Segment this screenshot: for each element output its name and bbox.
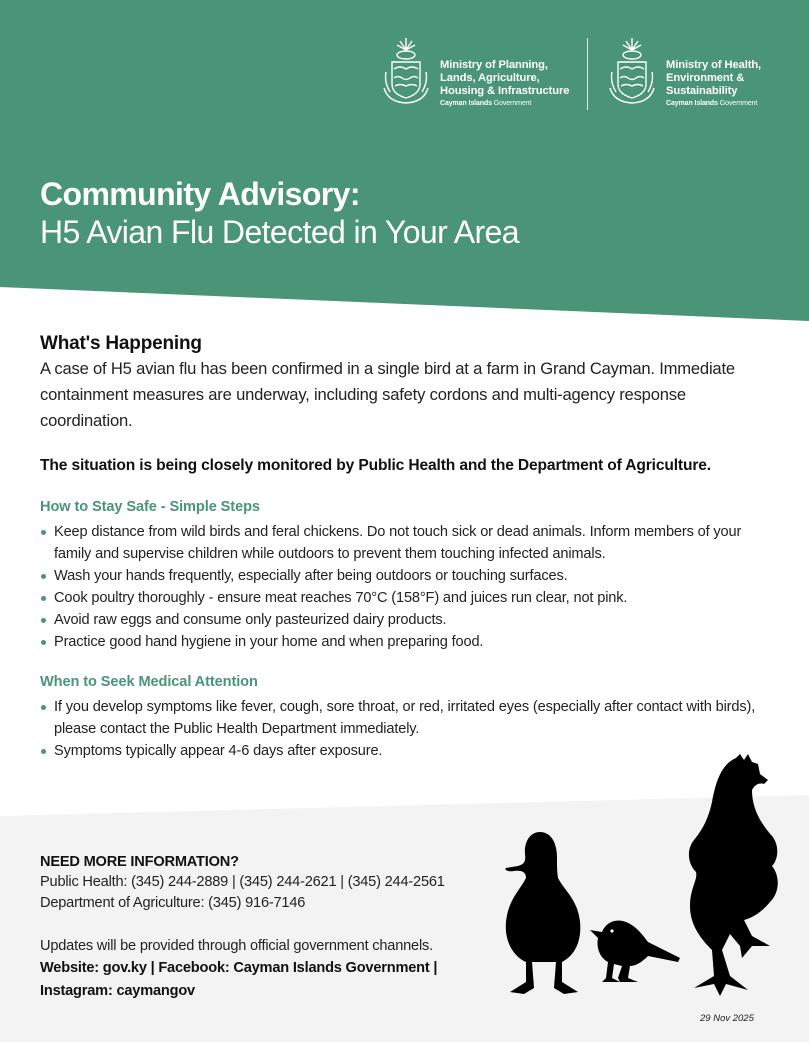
list-item-text: Cook poultry thoroughly - ensure meat reaches 70°C (158°F) and juices run clear, not pink.: [54, 590, 628, 606]
birds-illustration: [490, 750, 809, 1010]
contact-info: [40, 852, 490, 1003]
small-bird-silhouette-icon: [590, 920, 680, 982]
list-item-text: Practice good hand hygiene in your home and when preparing food.: [54, 634, 484, 650]
bullet-icon: [41, 574, 46, 579]
channels-line-1: Website: gov.ky | Facebook: Cayman Islands Government |: [40, 960, 438, 976]
ministry-planning-name: [440, 36, 569, 109]
chicken-silhouette-icon: [689, 754, 778, 996]
list-item: [40, 565, 770, 587]
bullet-icon: [41, 618, 46, 623]
bullet-icon: [41, 530, 46, 535]
list-item: [40, 587, 770, 609]
list-item: [40, 696, 770, 740]
list-item: [40, 521, 770, 565]
ministry-health-logo: [606, 36, 761, 109]
gov-regular: Government: [717, 100, 758, 107]
advisory-content: [40, 332, 770, 762]
list-item: [40, 609, 770, 631]
cayman-coat-of-arms-icon: [606, 36, 658, 106]
updates-note: Updates will be provided through official government channels.: [40, 938, 433, 954]
channels-line-2: Instagram: caymangov: [40, 983, 195, 999]
duck-silhouette-icon: [505, 832, 580, 994]
gov-bold: Cayman Islands: [666, 100, 718, 107]
page-subtitle: H5 Avian Flu Detected in Your Area: [40, 214, 519, 250]
ministry-line: Ministry of Health,: [666, 59, 762, 71]
whats-happening-heading: What's Happening: [40, 333, 202, 354]
gov-regular: Government: [491, 100, 532, 107]
list-item: [40, 631, 770, 653]
monitoring-statement: The situation is being closely monitored by Public Health and the Department of Agriculture.: [40, 457, 711, 474]
medical-attention-heading: When to Seek Medical Attention: [40, 674, 258, 690]
list-item-text: Keep distance from wild birds and feral chickens. Do not touch sick or dead animals. Inform members of your family and supervise children while outdoors to prevent them touching infected animals.: [54, 524, 742, 562]
page-title: Community Advisory:: [40, 176, 360, 212]
ministry-line: Ministry of Planning,: [440, 59, 548, 71]
list-item-text: Symptoms typically appear 4-6 days after exposure.: [54, 743, 383, 759]
cayman-coat-of-arms-icon: [380, 36, 432, 106]
logo-divider: [587, 38, 588, 110]
agriculture-phone: Department of Agriculture: (345) 916-7146: [40, 895, 306, 911]
publish-date: 29 Nov 2025: [700, 1013, 754, 1024]
bullet-icon: [41, 749, 46, 754]
bullet-icon: [41, 596, 46, 601]
gov-bold: Cayman Islands: [440, 100, 492, 107]
list-item-text: Wash your hands frequently, especially after being outdoors or touching surfaces.: [54, 568, 568, 584]
public-health-phones: Public Health: (345) 244-2889 | (345) 244-2621 | (345) 244-2561: [40, 874, 445, 890]
ministry-line: Sustainability: [666, 85, 738, 97]
ministry-health-name: [666, 36, 761, 109]
whats-happening-body: A case of H5 avian flu has been confirmed in a single bird at a farm in Grand Cayman. Immediate containment measures are underway, including safety cordons and multi-agency response coordination.: [40, 359, 735, 430]
ministry-planning-logo: [380, 36, 569, 109]
list-item-text: If you develop symptoms like fever, cough, sore throat, or red, irritated eyes (especially after contact with birds), please contact the Public Health Department immediately.: [54, 699, 756, 737]
bullet-icon: [41, 640, 46, 645]
government-label: [666, 99, 761, 109]
ministry-line: Lands, Agriculture,: [440, 72, 540, 84]
list-item-text: Avoid raw eggs and consume only pasteurized dairy products.: [54, 612, 447, 628]
stay-safe-list: [40, 521, 770, 653]
contact-heading: NEED MORE INFORMATION?: [40, 854, 239, 870]
bullet-icon: [41, 705, 46, 710]
stay-safe-heading: How to Stay Safe - Simple Steps: [40, 499, 260, 515]
government-label: [440, 99, 569, 109]
ministry-line: Environment &: [666, 72, 745, 84]
ministry-line: Housing & Infrastructure: [440, 85, 570, 97]
